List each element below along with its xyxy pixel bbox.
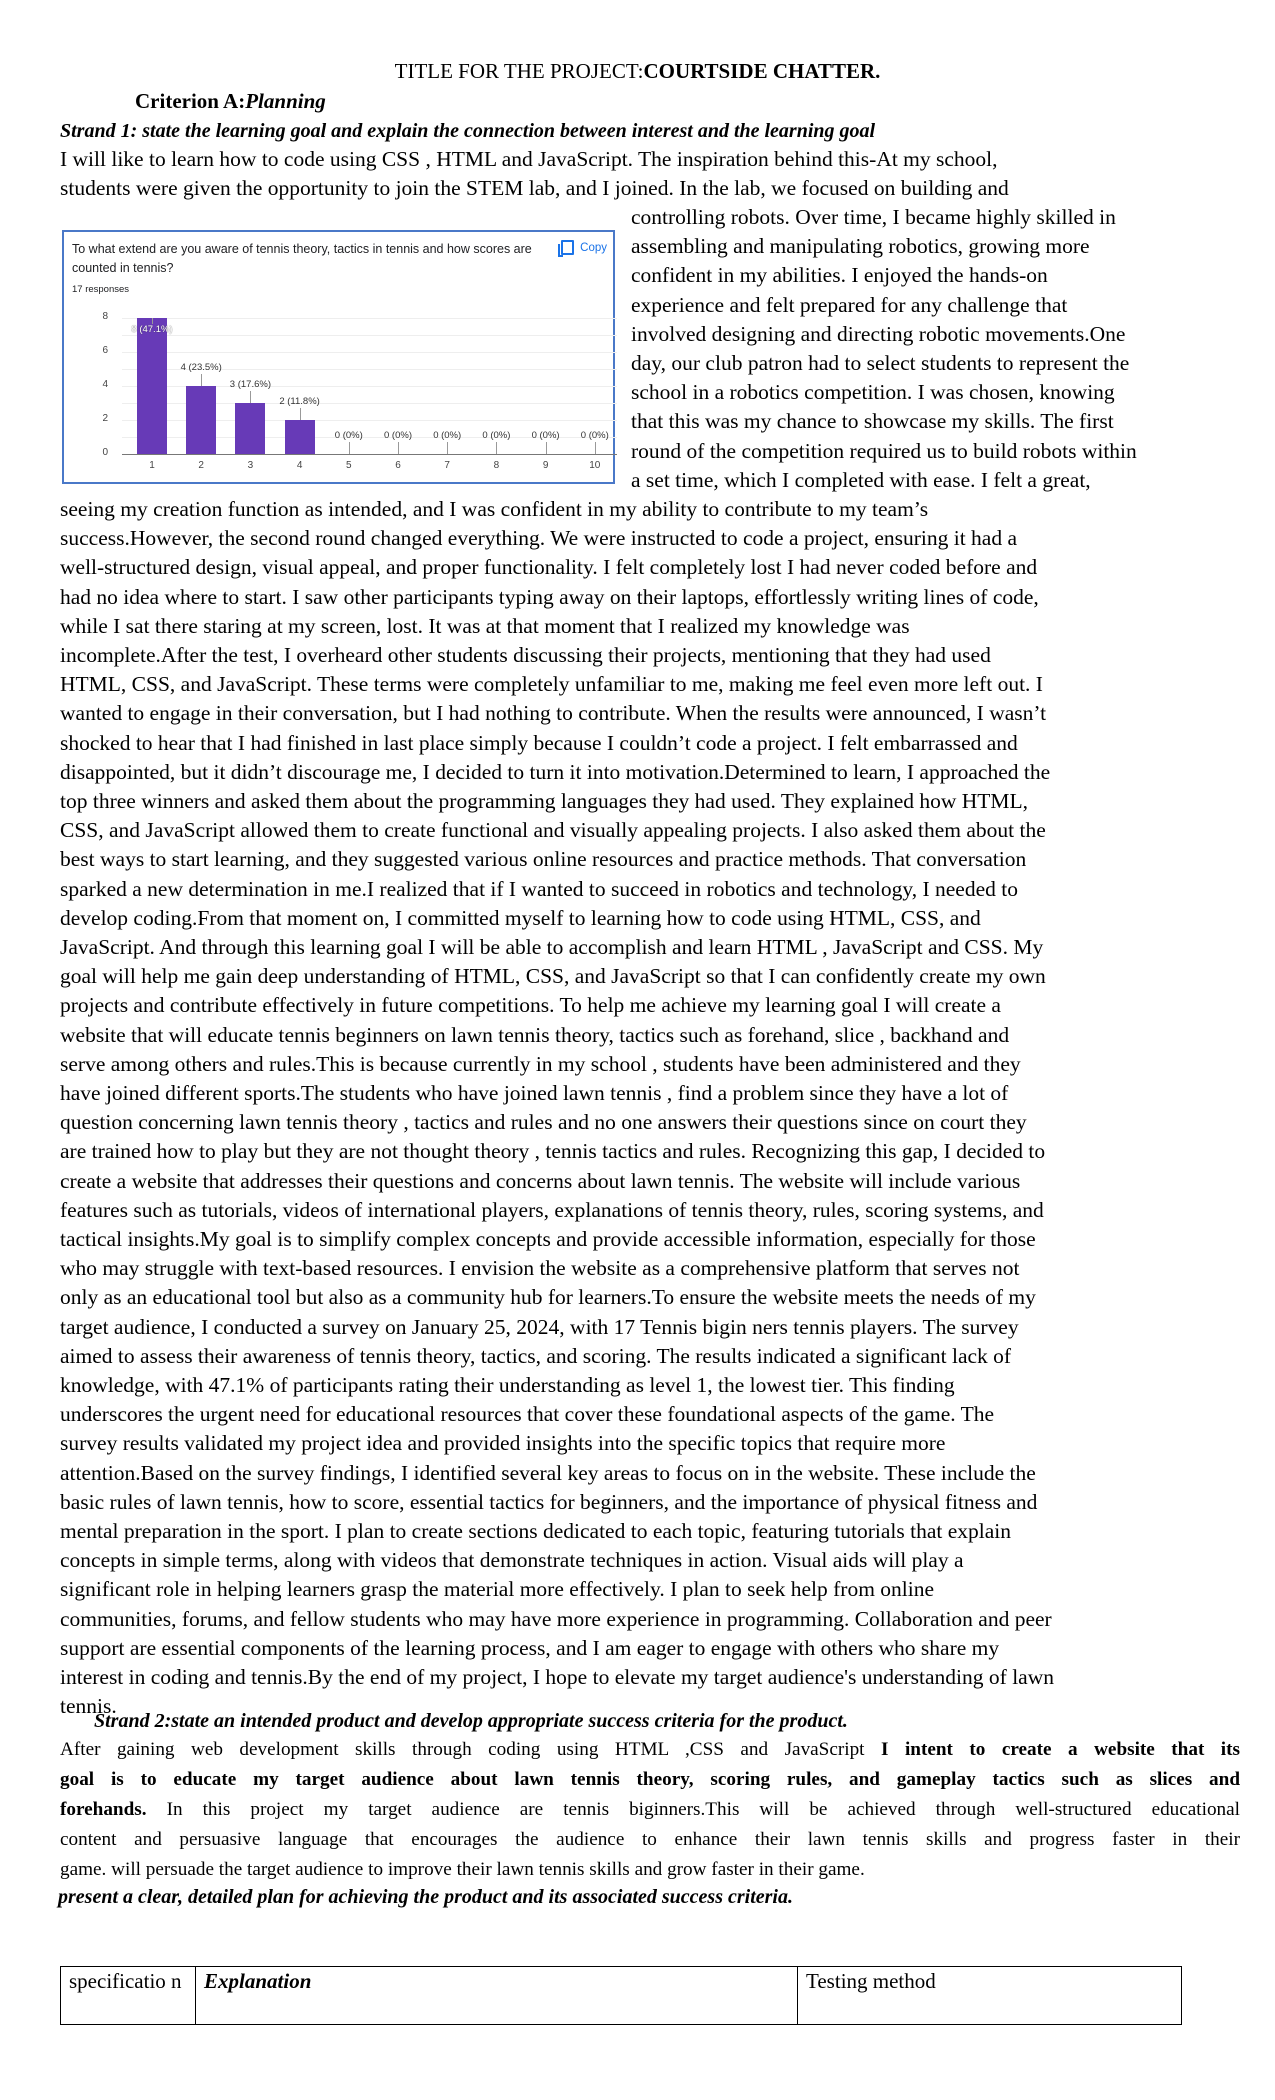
text-line: projects and contribute effectively in future competitions. To help me achieve my learning goal I will create a [60, 993, 1001, 1018]
bold-text: I intent to create a website that its [881, 1739, 1240, 1760]
gridline [122, 318, 617, 319]
text-line: controlling robots. Over time, I became highly skilled in [631, 205, 1116, 229]
text-line: CSS, and JavaScript allowed them to create functional and visually appealing projects. I also asked them about the [60, 818, 1046, 843]
header-explanation: Explanation [196, 1967, 798, 2025]
criterion-label: Criterion A: [135, 89, 246, 113]
text-line: attention.Based on the survey findings, I identified several key areas to focus on in the website. These include the [60, 1460, 1036, 1485]
y-tick-label: 0 [102, 447, 108, 458]
copy-label: Copy [580, 241, 607, 254]
text-line: only as an educational tool but also as a community hub for learners.To ensure the website meets the needs of my [60, 1285, 1036, 1310]
text-line: website that will educate tennis beginners on lawn tennis theory, tactics such as forehand, slice , backhand and [60, 1022, 1010, 1047]
text-line: goal will help me gain deep understanding of HTML, CSS, and JavaScript so that I can confidently create my own [60, 964, 1046, 989]
y-tick-label: 4 [102, 379, 108, 390]
text-line: tennis. [60, 1694, 117, 1719]
text-line: underscores the urgent need for educational resources that cover these foundational aspects of the game. The [60, 1402, 995, 1427]
bar-value-label: 0 (0%) [482, 430, 511, 441]
header-specification: specificatio n [61, 1967, 196, 2025]
label-leader-line [398, 442, 399, 454]
specification-table [60, 1966, 1182, 2025]
gridline [122, 352, 617, 353]
bar-value-label: 3 (17.6%) [229, 379, 271, 390]
title-prefix: TITLE FOR THE PROJECT: [394, 59, 644, 83]
text-line: target audience, I conducted a survey on January 25, 2024, with 17 Tennis bigin ners tennis players. The survey [60, 1314, 1019, 1339]
bar-value-label: 0 (0%) [334, 430, 363, 441]
strand1-heading: Strand 1: state the learning goal and explain the connection between interest and the learning goal [60, 120, 876, 142]
text-line: HTML, CSS, and JavaScript. These terms were completely unfamiliar to me, making me feel even more left out. I [60, 672, 1043, 697]
title-name: COURTSIDE CHATTER. [643, 59, 881, 83]
text: After gaining web development skills through coding using HTML ,CSS and JavaScript [60, 1739, 881, 1760]
bar-plot [64, 232, 613, 482]
text-line: had no idea where to start. I saw other participants typing away on their laptops, effortlessly writing lines of code, [60, 584, 1039, 609]
header-testing-method: Testing method [798, 1967, 1182, 2025]
text-line: a set time, which I completed with ease. I felt a great, [631, 467, 1091, 492]
plan-heading: present a clear, detailed plan for achieving the product and its associated success criteria. [58, 1886, 793, 1908]
text-line: students were given the opportunity to join the STEM lab, and I joined. In the lab, we focused on building and [60, 176, 1009, 201]
text-line: knowledge, with 47.1% of participants rating their understanding as level 1, the lowest tier. This finding [60, 1373, 955, 1397]
project-title [0, 58, 1275, 84]
text-line: concepts in simple terms, along with videos that demonstrate techniques in action. Visual aids will play a [60, 1548, 964, 1573]
strand2-heading: Strand 2:state an intended product and develop appropriate success criteria for the product. [94, 1710, 848, 1732]
label-leader-line [201, 374, 202, 386]
label-leader-line [447, 442, 448, 454]
criterion-heading [135, 88, 326, 114]
x-tick-label: 3 [247, 460, 254, 471]
y-tick-label: 2 [102, 413, 108, 424]
text-line: have joined different sports.The students who have joined lawn tennis , find a problem since they have a lot of [60, 1081, 1009, 1105]
text-line: incomplete.After the test, I overheard other students discussing their projects, mentioning that they had used [60, 643, 991, 667]
x-tick-label: 5 [346, 460, 352, 471]
text-line: assembling and manipulating robotics, growing more [631, 234, 1090, 259]
x-tick-label: 4 [296, 460, 303, 471]
y-tick-label: 8 [102, 311, 108, 322]
bold-text: forehands. [60, 1799, 147, 1820]
label-leader-line [496, 442, 497, 454]
x-tick-label: 2 [198, 460, 204, 471]
text-line: best ways to start learning, and they suggested various online resources and practice methods. That conversation [60, 847, 1027, 872]
text-line: that this was my chance to showcase my skills. The first [631, 409, 1114, 434]
x-tick-label: 1 [149, 460, 155, 471]
chart-question: To what extend are you aware of tennis theory, tactics in tennis and how scores are counted in tennis? [72, 242, 532, 275]
x-tick-label: 10 [589, 460, 601, 471]
text-line: support are essential components of the learning process, and I am eager to engage with others who share my [60, 1635, 1000, 1660]
text-line: serve among others and rules.This is because currently in my school , students have been administered and they [60, 1051, 1021, 1076]
bar-value-label: 2 (11.8%) [279, 396, 320, 407]
text-line: communities, forums, and fellow students who may have more experience in programming. Collaboration and peer [60, 1606, 1052, 1631]
strand2-line [60, 1765, 1240, 1794]
text-line: success.However, the second round changed everything. We were instructed to code a project, ensuring it had a [60, 526, 1018, 551]
bar-value-label: 4 (23.5%) [180, 362, 222, 373]
text-line: school in a robotics competition. I was chosen, knowing [631, 380, 1115, 405]
label-leader-line [349, 442, 350, 454]
bar-value-label: 8 (47.1%) [131, 324, 173, 335]
label-leader-line [546, 442, 547, 454]
text-line: survey results validated my project idea and provided insights into the specific topics that require more [60, 1431, 946, 1456]
text-line: question concerning lawn tennis theory , tactics and rules and no one answers their questions since on court they [60, 1110, 1027, 1135]
x-tick-label: 9 [542, 460, 549, 471]
bar [186, 386, 216, 454]
text-line: mental preparation in the sport. I plan to create sections dedicated to each topic, featuring tutorials that explain [60, 1519, 1012, 1543]
text-line: JavaScript. And through this learning goal I will be able to accomplish and learn HTML , JavaScript and CSS. My [60, 935, 1044, 959]
bar-value-label: 0 (0%) [580, 430, 609, 441]
text-line: are trained how to play but they are not thought theory , tennis tactics and rules. Recognizing this gap, I decided to [60, 1139, 1046, 1164]
criterion-name: Planning [245, 89, 326, 113]
text-line: while I sat there staring at my screen, lost. It was at that moment that I realized my knowledge was [60, 613, 910, 638]
strand2-line: content and persuasive language that encourages the audience to enhance their lawn tennis skills and progress faster in their [60, 1829, 1240, 1850]
bar-value-label: 0 (0%) [384, 430, 412, 441]
label-leader-line [595, 442, 596, 454]
bar [137, 318, 167, 454]
table-header-row [61, 1967, 1182, 2025]
x-tick-label: 8 [493, 460, 500, 471]
y-tick-label: 6 [102, 345, 108, 356]
bar [285, 420, 315, 454]
text-line: experience and felt prepared for any challenge that [631, 292, 1068, 317]
text-line: disappointed, but it didn’t discourage me, I decided to turn it into motivation.Determined to learn, I approached the [60, 759, 1051, 784]
response-count: 17 responses [72, 284, 130, 295]
x-tick-label: 7 [444, 460, 450, 471]
text-line: involved designing and directing robotic movements.One [631, 321, 1126, 346]
text-line: confident in my abilities. I enjoyed the hands-on [631, 263, 1048, 288]
text: In this project my target audience are tennis biginners.This will be achieved through well-structured educational [146, 1799, 1240, 1820]
text-line: features such as tutorials, videos of international players, explanations of tennis theory, rules, scoring systems, and [60, 1197, 1044, 1222]
text-line: round of the competition required us to build robots within [631, 438, 1137, 463]
text-line: aimed to assess their awareness of tennis theory, tactics, and scoring. The results indicated a significant lack of [60, 1343, 1012, 1368]
text-line: tactical insights.My goal is to simplify complex concepts and provide accessible information, especially for those [60, 1227, 1036, 1251]
text-line: seeing my creation function as intended, and I was confident in my ability to contribute to my team’s [60, 497, 929, 521]
text-line: shocked to hear that I had finished in last place simply because I couldn’t code a project. I felt embarrassed and [60, 730, 1018, 755]
text-line: I will like to learn how to code using CSS , HTML and JavaScript. The inspiration behind this-At my school, [60, 147, 998, 171]
label-leader-line [300, 408, 301, 420]
text-line: who may struggle with text-based resources. I envision the website as a comprehensive platform that serves not [60, 1256, 1020, 1281]
bold-text: goal is to educate my target audience about lawn tennis theory, scoring rules, and gameplay tactics such as slices and [60, 1769, 1240, 1790]
x-tick-label: 6 [395, 460, 401, 471]
text-line: wanted to engage in their conversation, but I had nothing to contribute. When the results were announced, I wasn’t [60, 701, 1047, 726]
bar-value-label: 0 (0%) [433, 430, 462, 441]
text-line: top three winners and asked them about the programming languages they had used. They explained how HTML, [60, 789, 1029, 813]
strand2-line: game. will persuade the target audience to improve their lawn tennis skills and grow faster in their game. [60, 1859, 865, 1880]
text-line: day, our club patron had to select students to represent the [631, 351, 1130, 375]
text-line: basic rules of lawn tennis, how to score, essential tactics for beginners, and the importance of physical fitness and [60, 1489, 1038, 1514]
text-line: well-structured design, visual appeal, and proper functionality. I felt completely lost I had never coded before and [60, 555, 1038, 580]
text-line: sparked a new determination in me.I realized that if I wanted to succeed in robotics and technology, I needed to [60, 876, 1018, 901]
label-leader-line [250, 391, 251, 403]
bar [235, 403, 265, 454]
text-line: significant role in helping learners grasp the material more effectively. I plan to seek help from online [60, 1577, 935, 1602]
text-line: develop coding.From that moment on, I committed myself to learning how to code using HTML, CSS, and [60, 905, 981, 930]
x-axis-line [122, 454, 617, 455]
text-line: create a website that addresses their questions and concerns about lawn tennis. The website will include various [60, 1168, 1021, 1193]
text-line: interest in coding and tennis.By the end of my project, I hope to elevate my target audience's understanding of lawn [60, 1665, 1054, 1689]
survey-chart [62, 230, 615, 484]
bar-value-label: 0 (0%) [531, 430, 560, 441]
strand2-line [60, 1735, 1240, 1764]
strand2-line [60, 1795, 1240, 1824]
gridline [122, 335, 617, 336]
